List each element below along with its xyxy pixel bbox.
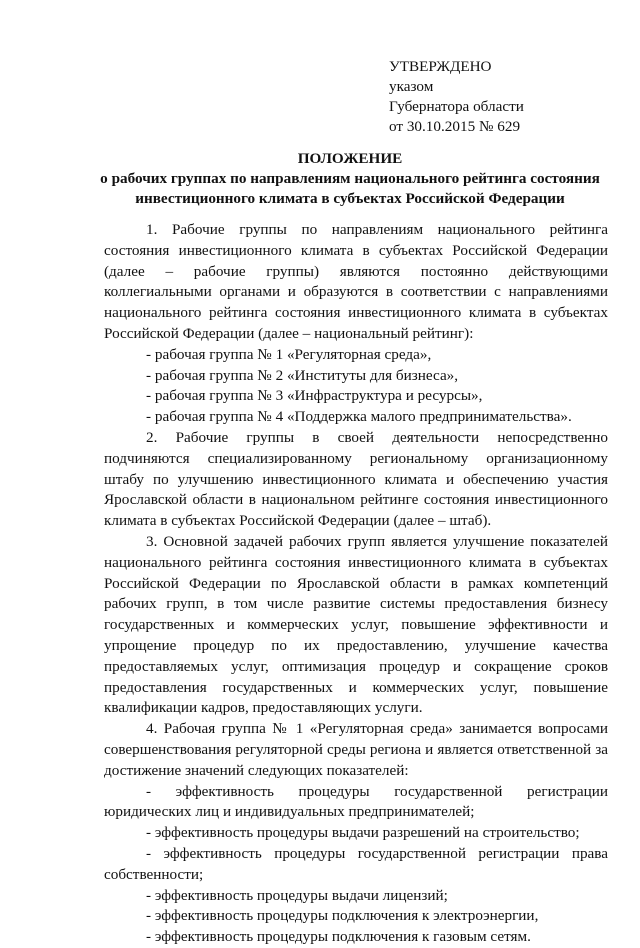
group-list-item: - рабочая группа № 3 «Инфраструктура и ресурсы», <box>146 387 483 405</box>
document-heading <box>100 149 600 209</box>
indicator-list-item: - эффективность процедуры государственной регистрации юридических лиц и индивидуальных предпринимателей; <box>104 782 608 821</box>
paragraph-2: 2. Рабочие группы в своей деятельности непосредственно подчиняются специализированному региональному организационному штабу по улучшению инвестиционного климата и обеспечению участия Ярославской области в национальном рейтинге состояния инвестиционного климата в субъектах Российской Федерации (далее – штаб). <box>104 428 608 530</box>
indicator-list-item: - эффективность процедуры подключения к газовым сетям. <box>146 928 531 946</box>
group-list-item: - рабочая группа № 1 «Регуляторная среда», <box>146 345 432 363</box>
paragraph-1: 1. Рабочие группы по направлениям национального рейтинга состояния инвестиционного климата в субъектах Российской Федерации (далее – рабочие группы) являются постоянно действующими коллегиальными органами и образуются в соответствии с направлениями национального рейтинга состояния инвестиционного климата в субъектах Российской Федерации (далее – национальный рейтинг): <box>104 221 608 342</box>
indicator-list-item: - эффективность процедуры выдачи лицензий; <box>146 886 448 904</box>
approval-label: УТВЕРЖДЕНО <box>389 58 492 75</box>
approval-date: от 30.10.2015 № 629 <box>389 118 521 135</box>
group-list-item: - рабочая группа № 2 «Институты для бизнеса», <box>146 366 459 384</box>
group-list-item: - рабочая группа № 4 «Поддержка малого предпринимательства». <box>146 408 572 426</box>
indicator-list-item: - эффективность процедуры выдачи разрешений на строительство; <box>146 824 580 842</box>
document-body <box>104 220 608 948</box>
paragraph-3: 3. Основной задачей рабочих групп является улучшение показателей национального рейтинга состояния инвестиционного климата в субъектах Российской Федерации по Ярославской области в рамках компетенций рабочих групп, в том числе развитие системы предоставления бизнесу государственных и коммерческих услуг, повышение эффективности и упрощение процедур по их предоставлению, улучшение качества предоставляемых услуг, оптимизация процедур и сокращение сроков предоставления государственных и коммерческих услуг, повышение квалификации кадров, предоставляющих услуги. <box>104 532 608 717</box>
paragraph-4: 4. Рабочая группа № 1 «Регуляторная среда» занимается вопросами совершенствования регуляторной среды региона и является ответственной за достижение значений следующих показателей: <box>104 720 608 779</box>
document-subtitle-line-2: инвестиционного климата в субъектах Российской Федерации <box>135 190 565 207</box>
document-title: ПОЛОЖЕНИЕ <box>297 150 403 167</box>
indicator-list-item: - эффективность процедуры подключения к электроэнергии, <box>146 907 539 925</box>
document-subtitle-line-1: о рабочих группах по направлениям национального рейтинга состояния <box>100 170 600 187</box>
approval-stamp <box>389 57 524 137</box>
approval-authority: Губернатора области <box>389 98 524 115</box>
indicator-list-item: - эффективность процедуры государственной регистрации права собственности; <box>104 844 608 883</box>
approval-decree: указом <box>389 78 434 95</box>
